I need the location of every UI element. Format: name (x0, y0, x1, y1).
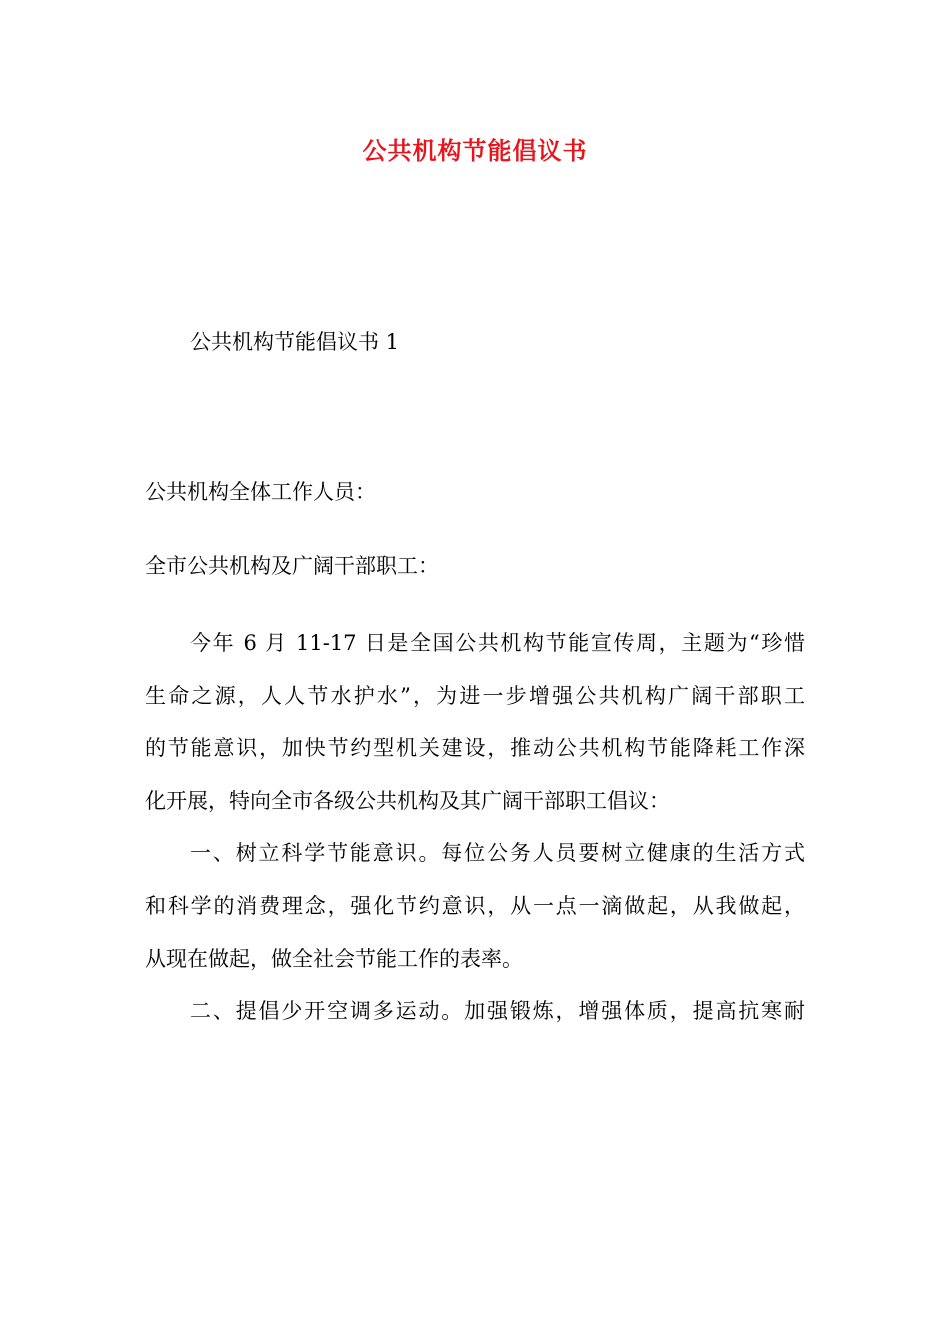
paragraph-line: 化开展，特向全市各级公共机构及其广阔干部职工倡议： (145, 788, 670, 813)
paragraph-line: 从现在做起，做全社会节能工作的表率。 (145, 946, 523, 971)
paragraph-line: 二、提倡少开空调多运动。加强锻炼，增强体质，提高抗寒耐 (190, 999, 805, 1024)
salutation-1: 公共机构全体工作人员： (145, 480, 376, 504)
document-body (145, 617, 805, 1038)
document-subtitle: 公共机构节能倡议书 1 (190, 330, 400, 354)
paragraph-line: 今年 6 月 11-17 日是全国公共机构节能宣传周，主题为“珍惜 (190, 631, 805, 655)
paragraph-1 (145, 617, 805, 827)
paragraph-line: 一、树立科学节能意识。每位公务人员要树立健康的生活方式 (190, 841, 805, 866)
paragraph-2 (145, 827, 805, 985)
paragraph-line: 生命之源，人人节水护水”，为进一步增强公共机构广阔干部职工 (145, 683, 805, 708)
paragraph-3 (145, 985, 805, 1038)
salutation-2: 全市公共机构及广阔干部职工： (145, 554, 439, 578)
document-title: 公共机构节能倡议书 (362, 136, 588, 165)
paragraph-line: 的节能意识，加快节约型机关建设，推动公共机构节能降耗工作深 (145, 736, 805, 761)
paragraph-line: 和科学的消费理念，强化节约意识，从一点一滴做起，从我做起， (145, 893, 805, 918)
